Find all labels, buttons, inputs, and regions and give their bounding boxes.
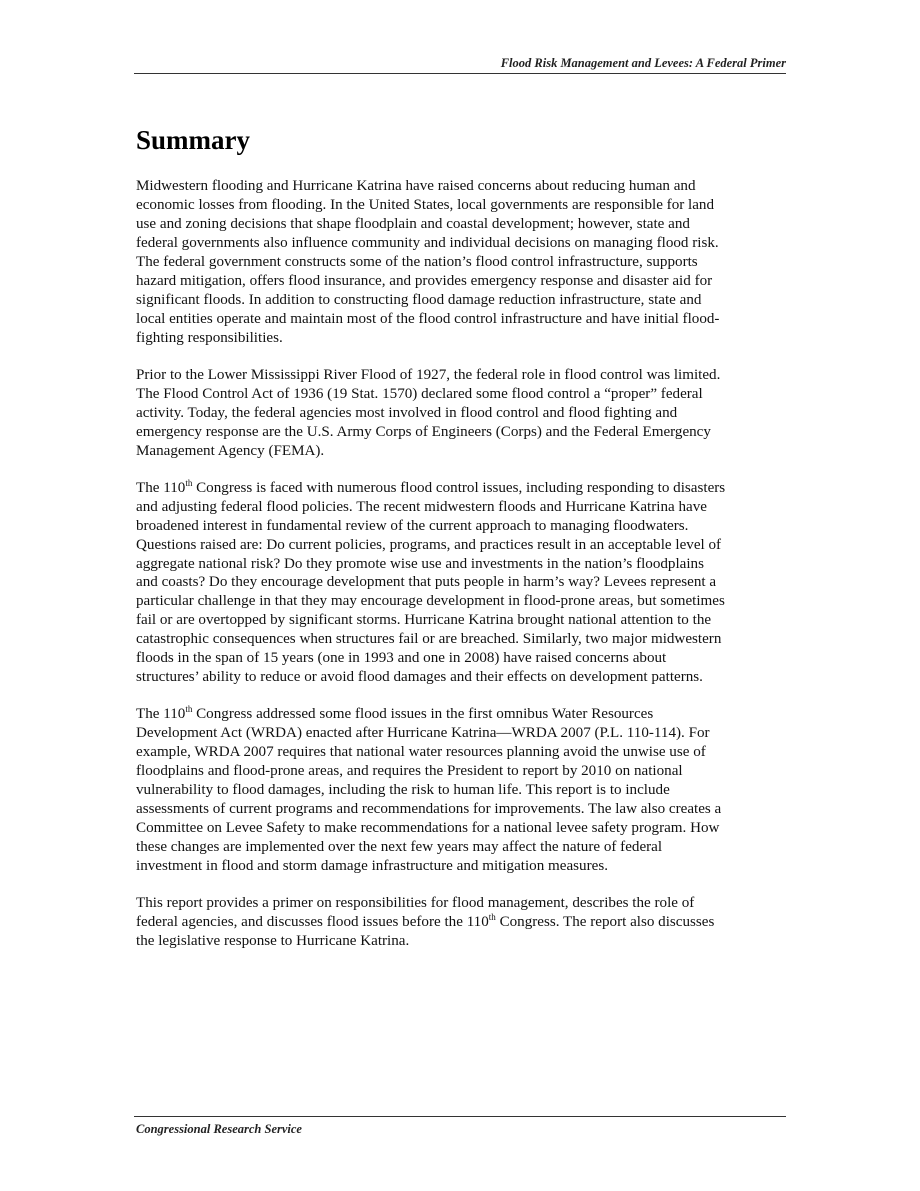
text-line xyxy=(136,913,790,932)
summary-body xyxy=(136,177,790,969)
text-line: economic losses from flooding. In the United States, local governments are responsible for land xyxy=(136,196,715,213)
text-fragment: Congress is faced with numerous flood control issues, including responding to disasters xyxy=(192,479,726,496)
text-line: Development Act (WRDA) enacted after Hurricane Katrina—WRDA 2007 (P.L. 110-114). For xyxy=(136,725,710,742)
text-fragment: Congress. The report also discusses xyxy=(495,914,715,931)
text-line: significant floods. In addition to constructing flood damage reduction infrastructure, state and xyxy=(136,291,702,308)
text-line: use and zoning decisions that shape floodplain and coastal development; however, state and xyxy=(136,215,690,232)
text-line: the legislative response to Hurricane Katrina. xyxy=(136,933,410,950)
paragraph-1 xyxy=(136,177,790,348)
text-line: emergency response are the U.S. Army Corps of Engineers (Corps) and the Federal Emergency xyxy=(136,423,711,440)
ordinal-suffix: th xyxy=(488,912,496,923)
text-line: The federal government constructs some of the nation’s flood control infrastructure, supports xyxy=(136,253,698,270)
text-line: fail or are overtopped by significant storms. Hurricane Katrina brought national attention to the xyxy=(136,612,712,629)
text-line: The Flood Control Act of 1936 (19 Stat. 1570) declared some flood control a “proper” federal xyxy=(136,385,703,402)
running-header-title: Flood Risk Management and Levees: A Federal Primer xyxy=(500,56,786,70)
text-fragment: The 110 xyxy=(136,706,186,723)
ordinal-suffix: th xyxy=(185,704,193,715)
text-line: broadened interest in fundamental review of the current approach to managing floodwaters. xyxy=(136,517,689,534)
text-line: particular challenge in that they may encourage development in flood-prone areas, but sometimes xyxy=(136,593,725,610)
text-line: federal governments also influence community and individual decisions on managing flood risk. xyxy=(136,234,719,251)
paragraph-2 xyxy=(136,366,790,461)
text-line: Midwestern flooding and Hurricane Katrina have raised concerns about reducing human and xyxy=(136,178,696,194)
page-footer xyxy=(134,1116,786,1136)
text-line: This report provides a primer on responsibilities for flood management, describes the role of xyxy=(136,895,695,912)
text-fragment: Congress addressed some flood issues in the first omnibus Water Resources xyxy=(192,706,654,723)
text-line: catastrophic consequences when structures fail or are breached. Similarly, two major midwestern xyxy=(136,631,722,648)
text-line: Management Agency (FEMA). xyxy=(136,442,325,459)
text-line: vulnerability to flood damages, including the risk to human life. This report is to include xyxy=(136,782,670,799)
running-header xyxy=(134,56,786,74)
text-line: local entities operate and maintain most of the flood control infrastructure and have initial flood- xyxy=(136,310,720,327)
text-line: structures’ ability to reduce or avoid flood damages and their effects on development patterns. xyxy=(136,669,703,686)
text-line: floods in the span of 15 years (one in 1993 and one in 2008) have raised concerns about xyxy=(136,650,667,667)
text-fragment: The 110 xyxy=(136,479,186,496)
ordinal-suffix: th xyxy=(185,477,193,488)
text-line: and adjusting federal flood policies. The recent midwestern floods and Hurricane Katrina have xyxy=(136,498,707,515)
text-line: Prior to the Lower Mississippi River Flood of 1927, the federal role in flood control was limited. xyxy=(136,366,721,383)
text-line xyxy=(136,479,790,498)
paragraph-4 xyxy=(136,705,790,876)
text-line: investment in flood and storm damage infrastructure and mitigation measures. xyxy=(136,858,608,875)
text-line: fighting responsibilities. xyxy=(136,329,283,346)
text-fragment: federal agencies, and discusses flood issues before the 110 xyxy=(136,914,489,931)
text-line: Questions raised are: Do current policies, programs, and practices result in an acceptable level of xyxy=(136,536,722,553)
text-line xyxy=(136,705,790,724)
text-line: these changes are implemented over the next few years may affect the nature of federal xyxy=(136,839,663,856)
text-line: hazard mitigation, offers flood insurance, and provides emergency response and disaster aid for xyxy=(136,272,713,289)
text-line: assessments of current programs and recommendations for improvements. The law also creates a xyxy=(136,801,722,818)
text-line: aggregate national risk? Do they promote wise use and investments in the nation’s floodplains xyxy=(136,555,704,572)
paragraph-5 xyxy=(136,894,790,951)
paragraph-3 xyxy=(136,479,790,687)
text-line: activity. Today, the federal agencies most involved in flood control and flood fighting and xyxy=(136,404,678,421)
page-title: Summary xyxy=(136,125,250,155)
text-line: and coasts? Do they encourage development that puts people in harm’s way? Levees represent a xyxy=(136,574,717,591)
text-line: Committee on Levee Safety to make recommendations for a national levee safety program. How xyxy=(136,820,720,837)
text-line: example, WRDA 2007 requires that national water resources planning avoid the unwise use of xyxy=(136,744,706,761)
text-line: floodplains and flood-prone areas, and requires the President to report by 2010 on national xyxy=(136,763,683,780)
footer-organization: Congressional Research Service xyxy=(136,1122,302,1136)
